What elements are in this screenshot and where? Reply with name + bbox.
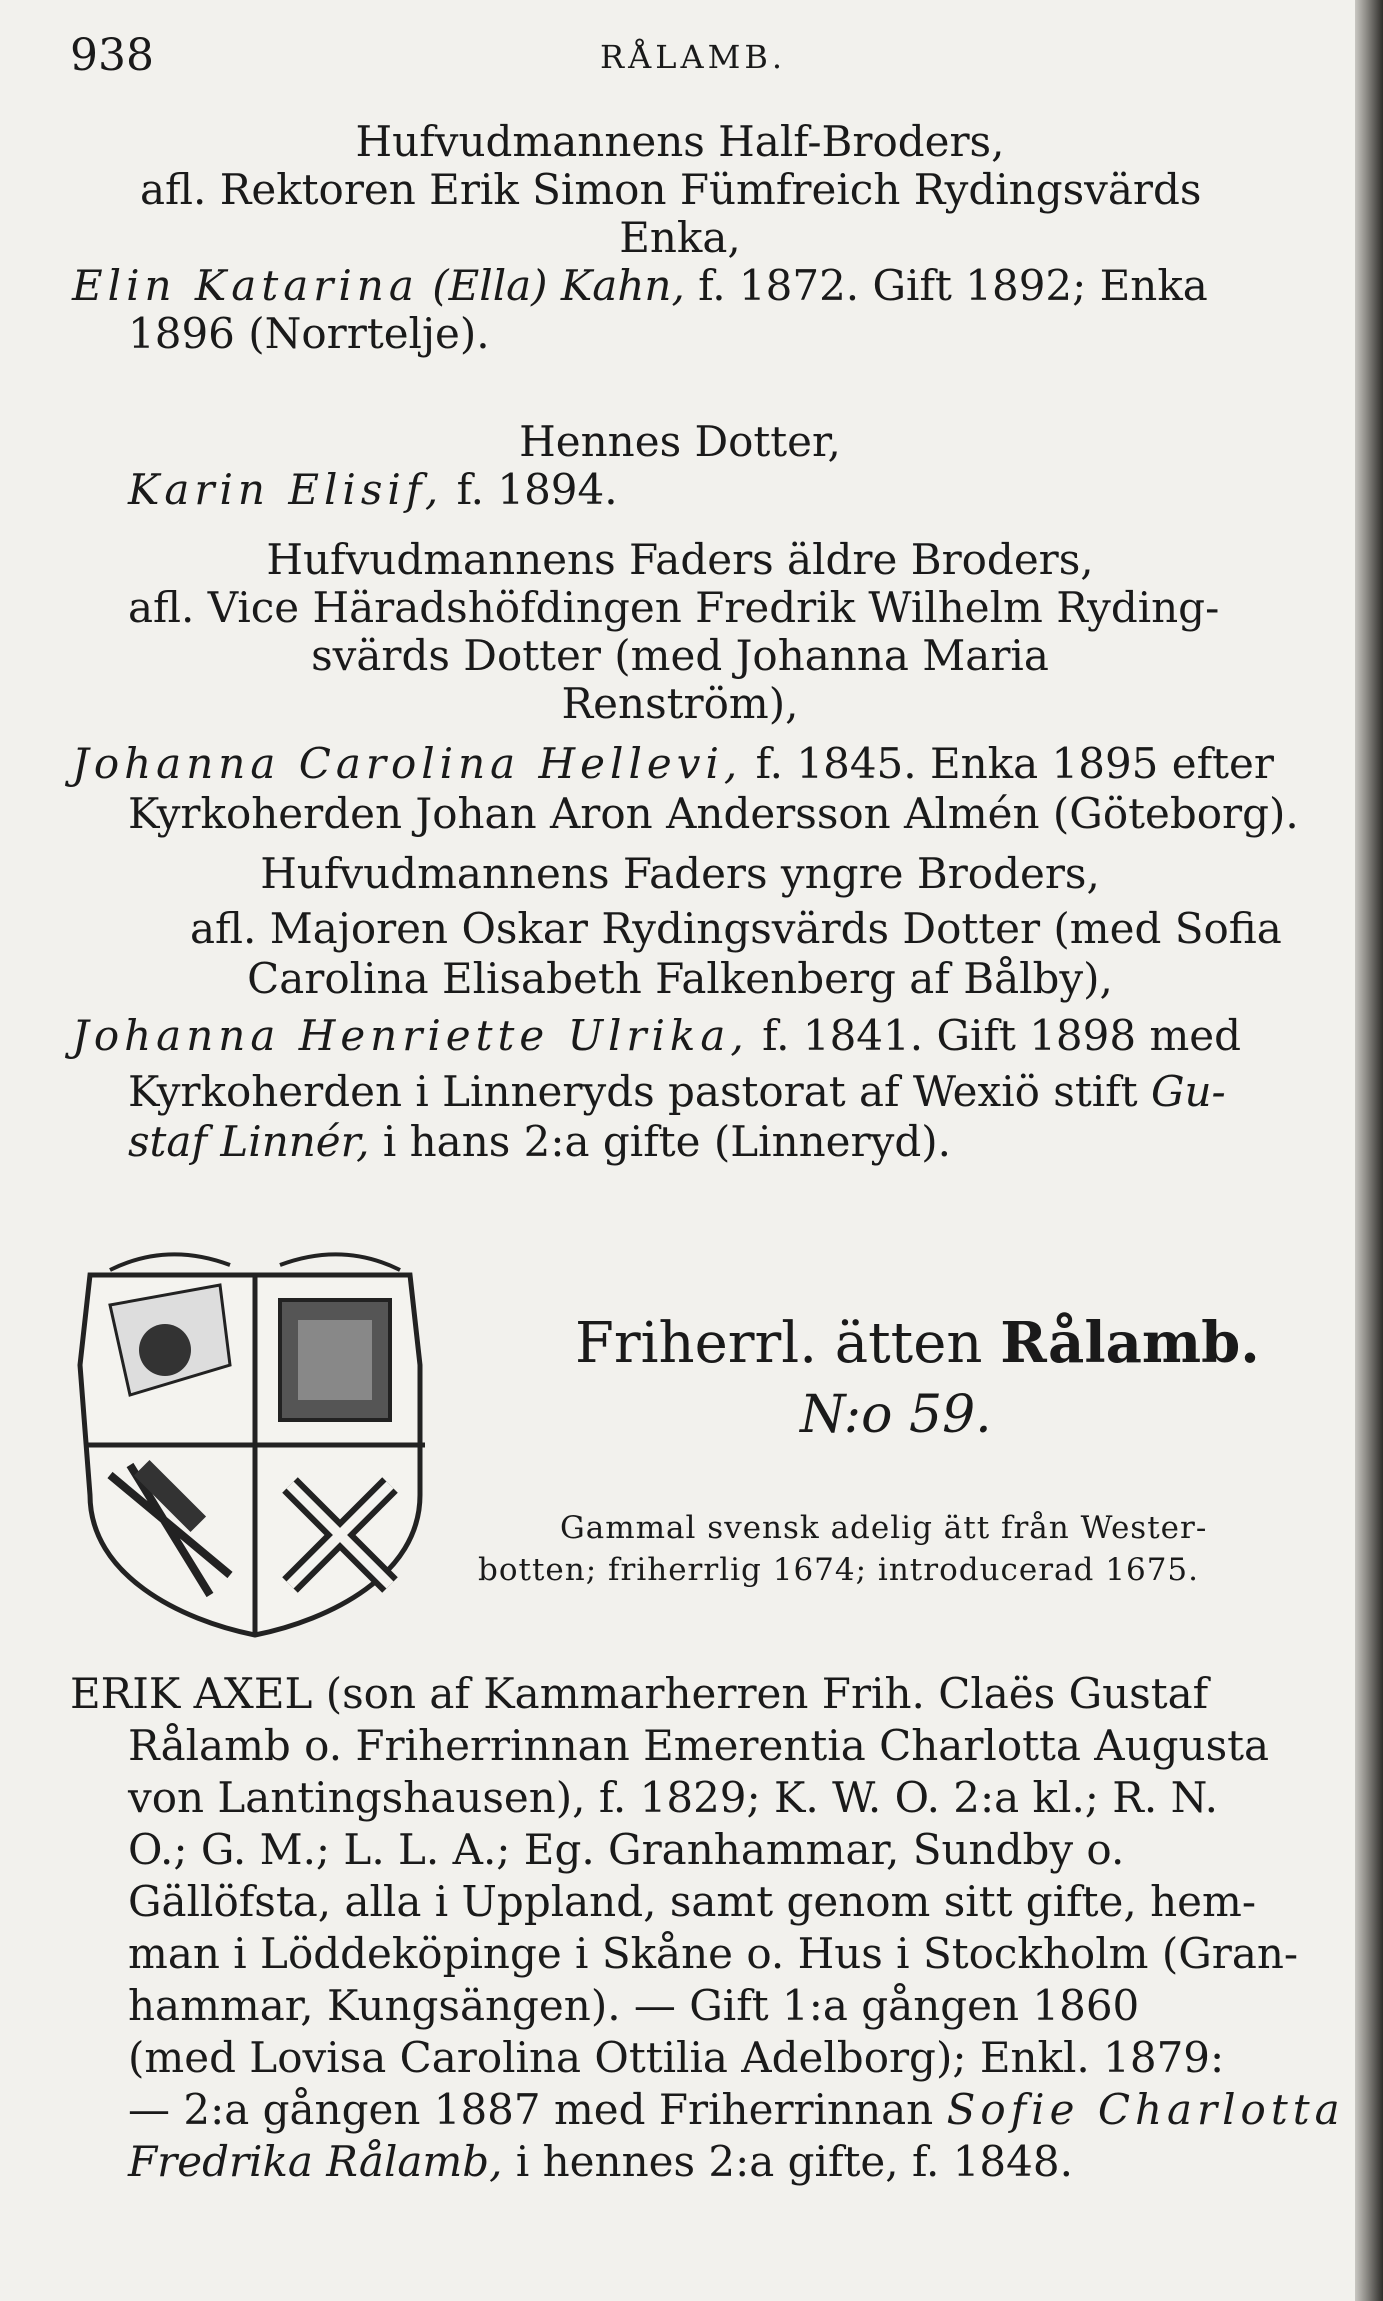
entry-line: (med Lovisa Carolina Ottilia Adelborg); Enkl. 1879: <box>128 2033 1225 2082</box>
entry-line: — 2:a gången 1887 med Friherrinnan Sofie Charlotta <box>128 2085 1345 2134</box>
person-name: Sofie Charlotta <box>946 2085 1345 2134</box>
person-details: f. 1845. Enka 1895 efter <box>755 739 1274 788</box>
person-name: staf Linnér, <box>128 1117 370 1166</box>
text-line <box>72 262 1208 310</box>
person-details: f. 1872. Gift 1892; Enka <box>698 261 1208 310</box>
page-number: 938 <box>70 30 154 81</box>
text-line: Renström), <box>561 679 799 728</box>
person-name: Elin Katarina <box>72 261 419 310</box>
person-name: Karin Elisif, <box>128 465 444 514</box>
text-line: Carolina Elisabeth Falkenberg af Bålby), <box>247 954 1113 1003</box>
atten-number: N:o 59. <box>800 1385 992 1445</box>
text-line: afl. Majoren Oskar Rydingsvärds Dotter (med Sofia <box>190 904 1282 953</box>
person-name: Fredrika Rålamb, <box>128 2137 503 2186</box>
text-line: staf Linnér, i hans 2:a gifte (Linneryd). <box>128 1117 951 1166</box>
entry-line: von Lantingshausen), f. 1829; K. W. O. 2:a kl.; R. N. <box>128 1773 1219 1822</box>
entry-line: O.; G. M.; L. L. A.; Eg. Granhammar, Sundby o. <box>128 1825 1125 1874</box>
entry-line: hammar, Kungsängen). — Gift 1:a gången 1860 <box>128 1981 1140 2030</box>
text-line: Kyrkoherden Johan Aron Andersson Almén (Göteborg). <box>128 789 1299 838</box>
entry-line: ERIK AXEL (son af Kammarherren Frih. Claës Gustaf <box>70 1669 1209 1718</box>
entry-line: Fredrika Rålamb, i hennes 2:a gifte, f. 1848. <box>128 2137 1073 2186</box>
person-nickname: (Ella) <box>432 261 548 310</box>
atten-description: Gammal svensk adelig ätt från Wester- <box>560 1510 1208 1546</box>
text-line <box>72 1012 1241 1060</box>
atten-description: botten; friherrlig 1674; introducerad 1675. <box>478 1552 1199 1588</box>
text-line: Hufvudmannens Faders yngre Broders, <box>260 849 1100 898</box>
text-line: afl. Rektoren Erik Simon Fümfreich Rydingsvärds <box>140 165 1202 214</box>
person-details: f. 1841. Gift 1898 med <box>762 1011 1242 1060</box>
person-name: Johanna Henriette Ulrika, <box>72 1011 749 1060</box>
coat-of-arms <box>70 1245 440 1640</box>
text-line: Enka, <box>619 213 741 262</box>
book-spine <box>1355 0 1383 2301</box>
text-line: Kyrkoherden i Linneryds pastorat af Wexiö stift Gu- <box>128 1067 1226 1116</box>
entry-line: Gällöfsta, alla i Uppland, samt genom sitt gifte, hem- <box>128 1877 1257 1926</box>
person-name: Johanna Carolina Hellevi, <box>72 739 743 788</box>
text-line: Hufvudmannens Half-Broders, <box>355 117 1005 166</box>
text-line: afl. Vice Häradshöfdingen Fredrik Wilhelm Ryding- <box>128 583 1220 632</box>
person-surname: Kahn, <box>560 261 685 310</box>
person-details: f. 1894. <box>456 465 618 514</box>
text-line: 1896 (Norrtelje). <box>128 309 490 358</box>
text-line: Hennes Dotter, <box>519 417 841 466</box>
text-line <box>72 740 1274 788</box>
family-name: Rålamb. <box>1000 1310 1260 1376</box>
text-line <box>128 466 618 514</box>
entry-line: man i Löddeköpinge i Skåne o. Hus i Stockholm (Gran- <box>128 1929 1299 1978</box>
entry-line: Rålamb o. Friherrinnan Emerentia Charlotta Augusta <box>128 1721 1270 1770</box>
atten-title: Friherrl. ätten Rålamb. <box>575 1310 1260 1376</box>
running-title: RÅLAMB. <box>600 38 787 76</box>
text-line: svärds Dotter (med Johanna Maria <box>311 631 1049 680</box>
text-line: Hufvudmannens Faders äldre Broders, <box>266 535 1094 584</box>
